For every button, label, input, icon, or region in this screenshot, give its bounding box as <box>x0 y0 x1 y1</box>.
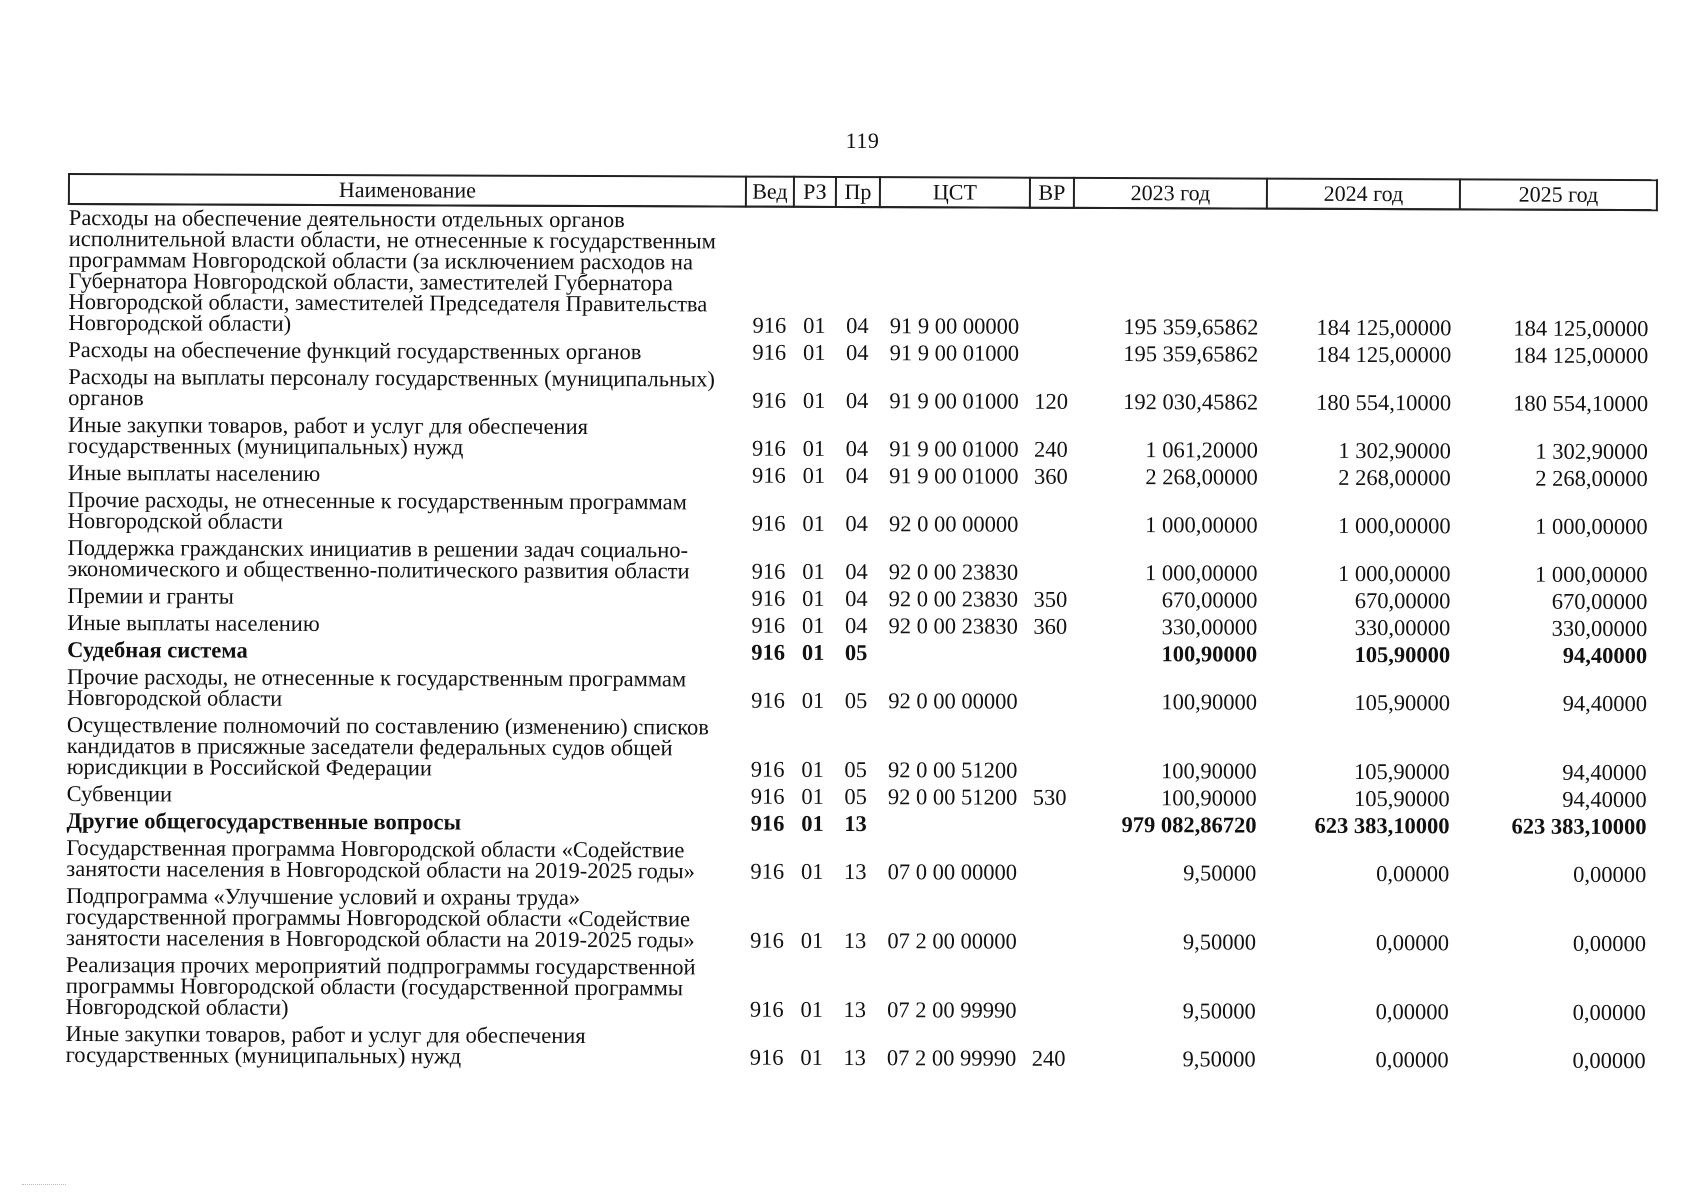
row-2025: 0,00000 <box>1572 930 1647 957</box>
row-rz: 01 <box>803 312 826 338</box>
row-2023: 100,90000 <box>1160 785 1257 811</box>
row-2023: 195 359,65862 <box>1123 314 1259 340</box>
header-ved: Вед <box>746 177 794 207</box>
row-vr: 240 <box>1034 436 1068 462</box>
row-ved: 916 <box>750 810 785 836</box>
row-vr <box>1027 887 1071 956</box>
row-2023: 979 082,86720 <box>1121 812 1257 838</box>
row-rz: 01 <box>803 339 826 365</box>
row-cst: 91 9 00 01000 <box>889 463 1019 489</box>
row-rz: 01 <box>801 810 824 836</box>
row-rz: 01 <box>800 1044 823 1070</box>
row-vr <box>1029 491 1073 539</box>
row-cst <box>878 640 1028 668</box>
row-vr <box>1027 839 1071 887</box>
row-ved: 916 <box>750 927 784 953</box>
row-2025: 1 302,90000 <box>1535 438 1648 465</box>
row-rz: 01 <box>801 783 824 809</box>
row-pr: 05 <box>844 687 868 714</box>
row-2023: 1 000,00000 <box>1145 512 1258 538</box>
row-ved: 916 <box>751 510 786 536</box>
header-pr: Пр <box>836 177 880 207</box>
table-row <box>67 712 1655 787</box>
row-2024: 0,00000 <box>1375 1047 1449 1073</box>
row-2025: 94,40000 <box>1562 690 1648 717</box>
row-vr: 120 <box>1034 388 1069 414</box>
row-ved: 916 <box>752 339 787 365</box>
row-rz: 01 <box>801 687 825 713</box>
row-rz: 01 <box>801 858 824 884</box>
row-vr <box>1027 956 1071 1025</box>
row-pr: 04 <box>846 312 869 339</box>
row-ved: 916 <box>751 558 786 584</box>
row-2023: 9,50000 <box>1182 929 1257 955</box>
row-2025: 184 125,00000 <box>1513 315 1649 342</box>
row-rz: 01 <box>801 756 825 782</box>
row-ved: 916 <box>751 585 786 611</box>
row-vr <box>1028 668 1072 716</box>
row-2024: 330,00000 <box>1354 614 1451 641</box>
budget-table <box>65 173 1658 1075</box>
row-pr: 13 <box>843 996 867 1023</box>
row-2024: 105,90000 <box>1354 641 1451 668</box>
row-vr <box>1028 539 1072 587</box>
row-2024: 0,00000 <box>1375 930 1450 956</box>
row-2025: 0,00000 <box>1572 999 1646 1026</box>
row-cst: 07 2 00 99990 <box>886 1045 1017 1071</box>
header-2023: 2023 год <box>1074 178 1267 209</box>
row-2024: 0,00000 <box>1375 999 1449 1025</box>
table-row <box>68 412 1656 466</box>
row-pr: 04 <box>845 558 868 585</box>
row-vr <box>1027 812 1071 839</box>
row-vr: 360 <box>1033 613 1068 639</box>
row-2025: 0,00000 <box>1573 861 1647 888</box>
row-ved: 916 <box>750 756 785 782</box>
row-2023: 330,00000 <box>1161 614 1258 640</box>
row-rz: 01 <box>800 996 824 1022</box>
row-2023: 1 061,20000 <box>1145 437 1258 463</box>
row-cst: 07 0 00 00000 <box>887 859 1018 885</box>
row-2025: 1 000,00000 <box>1535 513 1648 540</box>
table-body <box>66 204 1657 1075</box>
row-cst: 92 0 00 51200 <box>887 784 1018 810</box>
row-rz: 01 <box>802 387 826 413</box>
header-vr: ВР <box>1030 178 1074 208</box>
row-2025: 94,40000 <box>1562 759 1647 786</box>
row-name: Прочие расходы, не отнесенные к государственным программам Новгородской области <box>67 487 687 534</box>
table-row <box>66 1021 1654 1075</box>
row-cst: 92 0 00 00000 <box>888 688 1018 714</box>
row-name: Другие общегосударственные вопросы <box>66 807 462 835</box>
budget-table-sheet <box>65 173 1656 1075</box>
row-2025: 180 554,10000 <box>1513 390 1649 417</box>
row-rz: 01 <box>802 510 825 536</box>
row-pr: 05 <box>844 756 868 783</box>
row-vr: 530 <box>1032 784 1067 810</box>
table-row <box>68 204 1656 343</box>
row-2023: 9,50000 <box>1182 998 1256 1024</box>
row-name: Подпрограмма «Улучшение условий и охраны труда» государственной программы Новгородской области «Содействие занятости населения в Новгородской области на 2019-2025 годы» <box>66 882 695 953</box>
table-row <box>66 883 1654 958</box>
row-cst <box>877 811 1027 839</box>
row-2024: 2 268,00000 <box>1338 464 1451 491</box>
row-rz: 01 <box>801 639 825 665</box>
row-name: Прочие расходы, не отнесенные к государственным программам Новгородской области <box>66 664 687 711</box>
row-name: Поддержка гражданских инициатив в решении задач социально-экономического и общественно-политического развития области <box>67 535 690 584</box>
row-2024: 1 302,90000 <box>1338 437 1451 464</box>
row-ved: 916 <box>752 387 787 413</box>
row-pr: 05 <box>844 639 868 666</box>
row-2024: 180 554,10000 <box>1316 389 1452 416</box>
row-2023: 9,50000 <box>1183 860 1257 886</box>
row-cst: 91 9 00 01000 <box>889 340 1020 366</box>
table-row <box>68 487 1656 541</box>
row-rz: 01 <box>802 558 825 584</box>
row-2023: 192 030,45862 <box>1123 389 1259 415</box>
row-2024: 0,00000 <box>1376 861 1450 887</box>
page-number: 119 <box>845 128 880 153</box>
row-2025: 1 000,00000 <box>1534 561 1648 588</box>
row-pr: 13 <box>844 858 867 885</box>
row-name: Расходы на обеспечение деятельности отдельных органов исполнительной власти области, не отнесенные к государственным программам Новгородской области (за исключением расходов на Губернатора Новгородской области, заместителей Губернатора Новгородской области, заместителей Председателя Правительства Новгородской области) <box>68 205 716 336</box>
row-pr: 05 <box>844 783 867 810</box>
row-rz: 01 <box>801 612 825 638</box>
row-pr: 04 <box>845 435 869 462</box>
row-rz: 01 <box>802 462 826 488</box>
row-ved: 916 <box>751 687 785 713</box>
row-ved: 916 <box>750 858 785 884</box>
row-2025: 330,00000 <box>1551 615 1648 642</box>
row-pr: 13 <box>843 1044 866 1071</box>
row-ved: 916 <box>751 639 786 665</box>
row-cst: 92 0 00 23830 <box>888 586 1019 612</box>
table-row <box>67 535 1655 589</box>
row-2024: 105,90000 <box>1353 785 1450 812</box>
row-pr: 04 <box>845 585 868 612</box>
row-pr: 04 <box>845 387 869 414</box>
row-name: Осуществление полномочий по составлению (изменению) списков кандидатов в присяжные заседатели федеральных судов общей юрисдикции в Российской Федерации <box>66 711 710 781</box>
row-2023: 9,50000 <box>1182 1046 1256 1072</box>
row-pr: 04 <box>846 339 869 366</box>
row-name: Расходы на обеспечение функций государственных органов <box>68 337 642 365</box>
row-ved: 916 <box>749 1044 784 1070</box>
row-pr: 04 <box>844 612 868 639</box>
row-2023: 100,90000 <box>1161 758 1257 784</box>
row-2023: 100,90000 <box>1161 641 1258 667</box>
row-ved: 916 <box>749 996 784 1022</box>
table-row <box>66 835 1654 889</box>
row-vr: 360 <box>1033 463 1068 489</box>
row-pr: 13 <box>844 810 867 837</box>
row-2024: 670,00000 <box>1354 587 1451 614</box>
row-rz: 01 <box>802 585 825 611</box>
row-2025: 94,40000 <box>1562 642 1648 669</box>
row-vr <box>1028 716 1072 785</box>
row-ved: 916 <box>752 312 787 338</box>
header-cst: ЦСТ <box>880 177 1030 208</box>
row-name: Иные выплаты населению <box>67 610 320 636</box>
row-rz: 01 <box>802 435 826 461</box>
header-rz: РЗ <box>794 177 836 207</box>
row-cst: 07 2 00 99990 <box>887 997 1017 1023</box>
row-cst: 91 9 00 01000 <box>889 388 1019 414</box>
row-name: Расходы на выплаты персоналу государственных (муниципальных) органов <box>68 364 715 411</box>
row-name: Государственная программа Новгородской области «Содействие занятости населения в Новгородской области на 2019-2025 годы» <box>66 834 695 884</box>
row-ved: 916 <box>750 783 785 809</box>
row-rz: 01 <box>800 927 824 953</box>
row-2024: 105,90000 <box>1354 758 1450 785</box>
row-2025: 184 125,00000 <box>1513 342 1649 369</box>
table-row <box>68 364 1656 418</box>
row-2023: 2 268,00000 <box>1145 464 1258 490</box>
row-2025: 670,00000 <box>1551 588 1648 615</box>
row-name: Субвенции <box>66 780 173 807</box>
row-2024: 1 000,00000 <box>1337 560 1451 587</box>
scan-artifact <box>22 1184 66 1187</box>
row-2025: 623 383,10000 <box>1511 813 1647 840</box>
row-cst: 92 0 00 23830 <box>888 559 1019 585</box>
row-cst: 91 9 00 00000 <box>889 313 1020 339</box>
row-pr: 04 <box>845 462 869 489</box>
row-cst: 92 0 00 00000 <box>888 511 1019 537</box>
row-2023: 1 000,00000 <box>1144 560 1258 586</box>
row-name: Реализация прочих мероприятий подпрограммы государственной программы Новгородской области (государственной программы Новгородской области) <box>65 951 696 1020</box>
row-pr: 04 <box>845 510 868 537</box>
row-2025: 94,40000 <box>1562 786 1647 813</box>
row-name: Иные закупки товаров, работ и услуг для обеспечения государственных (муниципальных) нужд <box>67 412 589 460</box>
row-vr <box>1029 341 1073 368</box>
row-2025: 0,00000 <box>1572 1047 1646 1074</box>
row-cst: 07 2 00 00000 <box>887 928 1017 954</box>
row-2024: 105,90000 <box>1354 689 1451 716</box>
header-2024: 2024 год <box>1267 179 1460 210</box>
row-cst: 92 0 00 51200 <box>887 757 1018 783</box>
header-2025: 2025 год <box>1460 179 1657 210</box>
row-name: Иные выплаты населению <box>67 460 321 486</box>
row-cst: 91 9 00 01000 <box>889 436 1019 462</box>
row-vr <box>1028 641 1072 668</box>
table-row <box>66 952 1654 1027</box>
row-2024: 1 000,00000 <box>1338 512 1451 539</box>
row-ved: 916 <box>751 462 786 488</box>
row-vr: 240 <box>1031 1045 1066 1071</box>
row-2024: 184 125,00000 <box>1316 341 1452 368</box>
row-pr: 13 <box>843 927 867 954</box>
row-name: Иные закупки товаров, работ и услуг для обеспечения государственных (муниципальных) нужд <box>65 1020 586 1069</box>
row-ved: 916 <box>752 435 786 461</box>
row-2024: 623 383,10000 <box>1314 812 1450 839</box>
row-name: Премии и гранты <box>67 583 234 609</box>
row-name: Судебная система <box>67 637 248 663</box>
row-cst: 92 0 00 23830 <box>888 613 1019 639</box>
row-2025: 2 268,00000 <box>1535 465 1648 492</box>
row-2023: 100,90000 <box>1161 689 1258 715</box>
row-vr <box>1029 208 1074 341</box>
row-2023: 195 359,65862 <box>1123 341 1259 367</box>
table-row <box>67 664 1655 718</box>
row-ved: 916 <box>751 612 786 638</box>
row-2024: 184 125,00000 <box>1316 314 1452 341</box>
row-2023: 670,00000 <box>1161 587 1258 613</box>
header-name: Наименование <box>69 174 746 207</box>
row-vr: 350 <box>1033 586 1068 612</box>
